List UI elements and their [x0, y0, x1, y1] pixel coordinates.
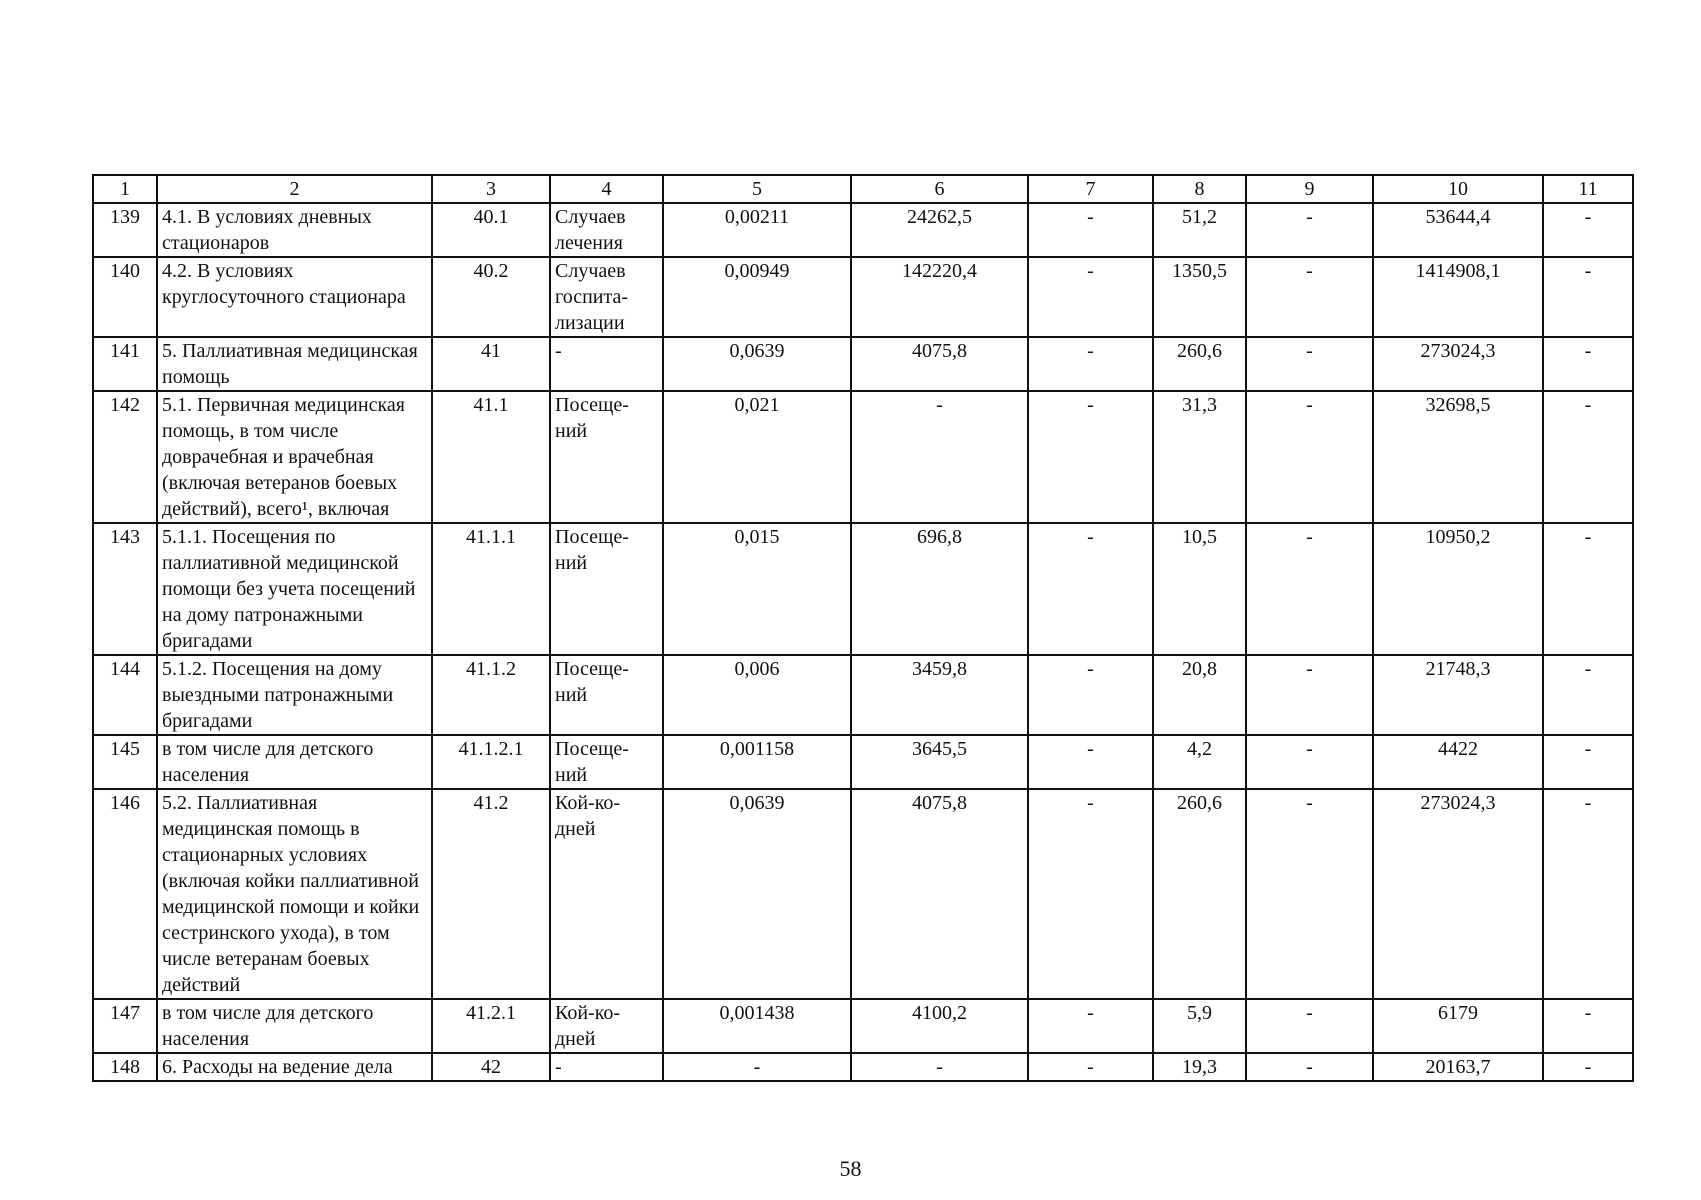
value-cell: 32698,5 [1373, 391, 1543, 523]
value-cell: 10,5 [1153, 523, 1246, 655]
value-cell: - [1246, 1053, 1373, 1081]
page-number: 58 [839, 1156, 862, 1181]
table-row [93, 203, 1633, 257]
indicator-name: 5.1.1. Посещения по паллиативной медицинской помощи без учета посещений на дому патронажными бригадами [157, 523, 432, 655]
value-cell: - [1543, 1053, 1633, 1081]
value-cell: 3645,5 [851, 735, 1028, 789]
value-cell: 273024,3 [1373, 337, 1543, 391]
indicator-name: 5.1.2. Посещения на дому выездными патронажными бригадами [157, 655, 432, 735]
value-cell: 51,2 [1153, 203, 1246, 257]
value-cell: 260,6 [1153, 337, 1246, 391]
row-number: 144 [93, 655, 157, 735]
table-row [93, 735, 1633, 789]
column-header: 11 [1543, 175, 1633, 203]
value-cell: - [1028, 655, 1153, 735]
row-code: 40.2 [432, 257, 550, 337]
value-cell: 0,015 [663, 523, 851, 655]
column-header: 4 [550, 175, 663, 203]
value-cell: - [1028, 999, 1153, 1053]
table-row [93, 655, 1633, 735]
row-code: 41.2.1 [432, 999, 550, 1053]
table-header-row [93, 175, 1633, 203]
unit-label: Посеще-ний [550, 391, 663, 523]
unit-label: Посеще-ний [550, 735, 663, 789]
value-cell: - [1543, 391, 1633, 523]
table-row [93, 257, 1633, 337]
row-code: 41 [432, 337, 550, 391]
indicator-name: 6. Расходы на ведение дела [157, 1053, 432, 1081]
value-cell: - [1543, 789, 1633, 999]
row-code: 42 [432, 1053, 550, 1081]
column-header: 9 [1246, 175, 1373, 203]
row-number: 147 [93, 999, 157, 1053]
row-number: 141 [93, 337, 157, 391]
value-cell: 0,001438 [663, 999, 851, 1053]
value-cell: - [851, 391, 1028, 523]
column-header: 10 [1373, 175, 1543, 203]
value-cell: 0,001158 [663, 735, 851, 789]
value-cell: 3459,8 [851, 655, 1028, 735]
indicator-name: 5.1. Первичная медицинская помощь, в том числе доврачебная и врачебная (включая ветеранов боевых действий), всего¹, включая [157, 391, 432, 523]
value-cell: 0,006 [663, 655, 851, 735]
table-row [93, 789, 1633, 999]
unit-label: Кой-ко-дней [550, 789, 663, 999]
value-cell: - [1543, 999, 1633, 1053]
value-cell: 4,2 [1153, 735, 1246, 789]
row-code: 40.1 [432, 203, 550, 257]
row-code: 41.2 [432, 789, 550, 999]
indicator-name: в том числе для детского населения [157, 999, 432, 1053]
table-row [93, 999, 1633, 1053]
value-cell: 0,0639 [663, 789, 851, 999]
value-cell: - [1543, 257, 1633, 337]
table-row [93, 391, 1633, 523]
row-number: 146 [93, 789, 157, 999]
value-cell: - [1543, 735, 1633, 789]
value-cell: 142220,4 [851, 257, 1028, 337]
indicator-name: в том числе для детского населения [157, 735, 432, 789]
value-cell: 6179 [1373, 999, 1543, 1053]
row-number: 142 [93, 391, 157, 523]
table-row [93, 1053, 1633, 1081]
row-code: 41.1.1 [432, 523, 550, 655]
value-cell: 4422 [1373, 735, 1543, 789]
value-cell: 5,9 [1153, 999, 1246, 1053]
row-number: 139 [93, 203, 157, 257]
value-cell: - [1246, 337, 1373, 391]
indicator-name: 4.1. В условиях дневных стационаров [157, 203, 432, 257]
value-cell: - [1246, 391, 1373, 523]
value-cell: - [663, 1053, 851, 1081]
value-cell: 20163,7 [1373, 1053, 1543, 1081]
row-code: 41.1 [432, 391, 550, 523]
value-cell: 4100,2 [851, 999, 1028, 1053]
value-cell: - [1246, 257, 1373, 337]
value-cell: 0,00211 [663, 203, 851, 257]
column-header: 5 [663, 175, 851, 203]
value-cell: - [1543, 655, 1633, 735]
value-cell: 260,6 [1153, 789, 1246, 999]
value-cell: 19,3 [1153, 1053, 1246, 1081]
table-row [93, 337, 1633, 391]
value-cell: 1350,5 [1153, 257, 1246, 337]
value-cell: 4075,8 [851, 789, 1028, 999]
value-cell: - [1246, 523, 1373, 655]
column-header: 3 [432, 175, 550, 203]
value-cell: 53644,4 [1373, 203, 1543, 257]
data-table [92, 174, 1634, 1082]
value-cell: - [1246, 203, 1373, 257]
value-cell: 21748,3 [1373, 655, 1543, 735]
value-cell: - [1028, 735, 1153, 789]
unit-label: - [550, 337, 663, 391]
value-cell: 696,8 [851, 523, 1028, 655]
column-header: 8 [1153, 175, 1246, 203]
value-cell: 4075,8 [851, 337, 1028, 391]
column-header: 7 [1028, 175, 1153, 203]
row-number: 148 [93, 1053, 157, 1081]
value-cell: 0,021 [663, 391, 851, 523]
indicator-name: 4.2. В условиях круглосуточного стационара [157, 257, 432, 337]
indicator-name: 5.2. Паллиативная медицинская помощь в стационарных условиях (включая койки паллиативной медицинской помощи и койки сестринского ухода), в том числе ветеранам боевых действий [157, 789, 432, 999]
value-cell: 20,8 [1153, 655, 1246, 735]
value-cell: - [1028, 337, 1153, 391]
value-cell: - [1028, 523, 1153, 655]
value-cell: - [1028, 1053, 1153, 1081]
value-cell: - [1246, 735, 1373, 789]
value-cell: - [1028, 257, 1153, 337]
column-header: 2 [157, 175, 432, 203]
value-cell: 10950,2 [1373, 523, 1543, 655]
table-row [93, 523, 1633, 655]
value-cell: 273024,3 [1373, 789, 1543, 999]
unit-label: Кой-ко-дней [550, 999, 663, 1053]
value-cell: - [1028, 203, 1153, 257]
value-cell: - [1246, 999, 1373, 1053]
unit-label: Случаев госпита-лизации [550, 257, 663, 337]
value-cell: - [1246, 655, 1373, 735]
value-cell: 31,3 [1153, 391, 1246, 523]
row-code: 41.1.2 [432, 655, 550, 735]
value-cell: - [851, 1053, 1028, 1081]
unit-label: Посеще-ний [550, 655, 663, 735]
value-cell: - [1246, 789, 1373, 999]
value-cell: 0,00949 [663, 257, 851, 337]
value-cell: 0,0639 [663, 337, 851, 391]
value-cell: - [1028, 391, 1153, 523]
row-number: 140 [93, 257, 157, 337]
unit-label: Посеще-ний [550, 523, 663, 655]
unit-label: - [550, 1053, 663, 1081]
table-body [93, 203, 1633, 1081]
value-cell: 24262,5 [851, 203, 1028, 257]
value-cell: - [1543, 337, 1633, 391]
row-number: 143 [93, 523, 157, 655]
value-cell: 1414908,1 [1373, 257, 1543, 337]
row-code: 41.1.2.1 [432, 735, 550, 789]
column-header: 6 [851, 175, 1028, 203]
row-number: 145 [93, 735, 157, 789]
value-cell: - [1028, 789, 1153, 999]
indicator-name: 5. Паллиативная медицинская помощь [157, 337, 432, 391]
column-header: 1 [93, 175, 157, 203]
unit-label: Случаев лечения [550, 203, 663, 257]
value-cell: - [1543, 203, 1633, 257]
value-cell: - [1543, 523, 1633, 655]
